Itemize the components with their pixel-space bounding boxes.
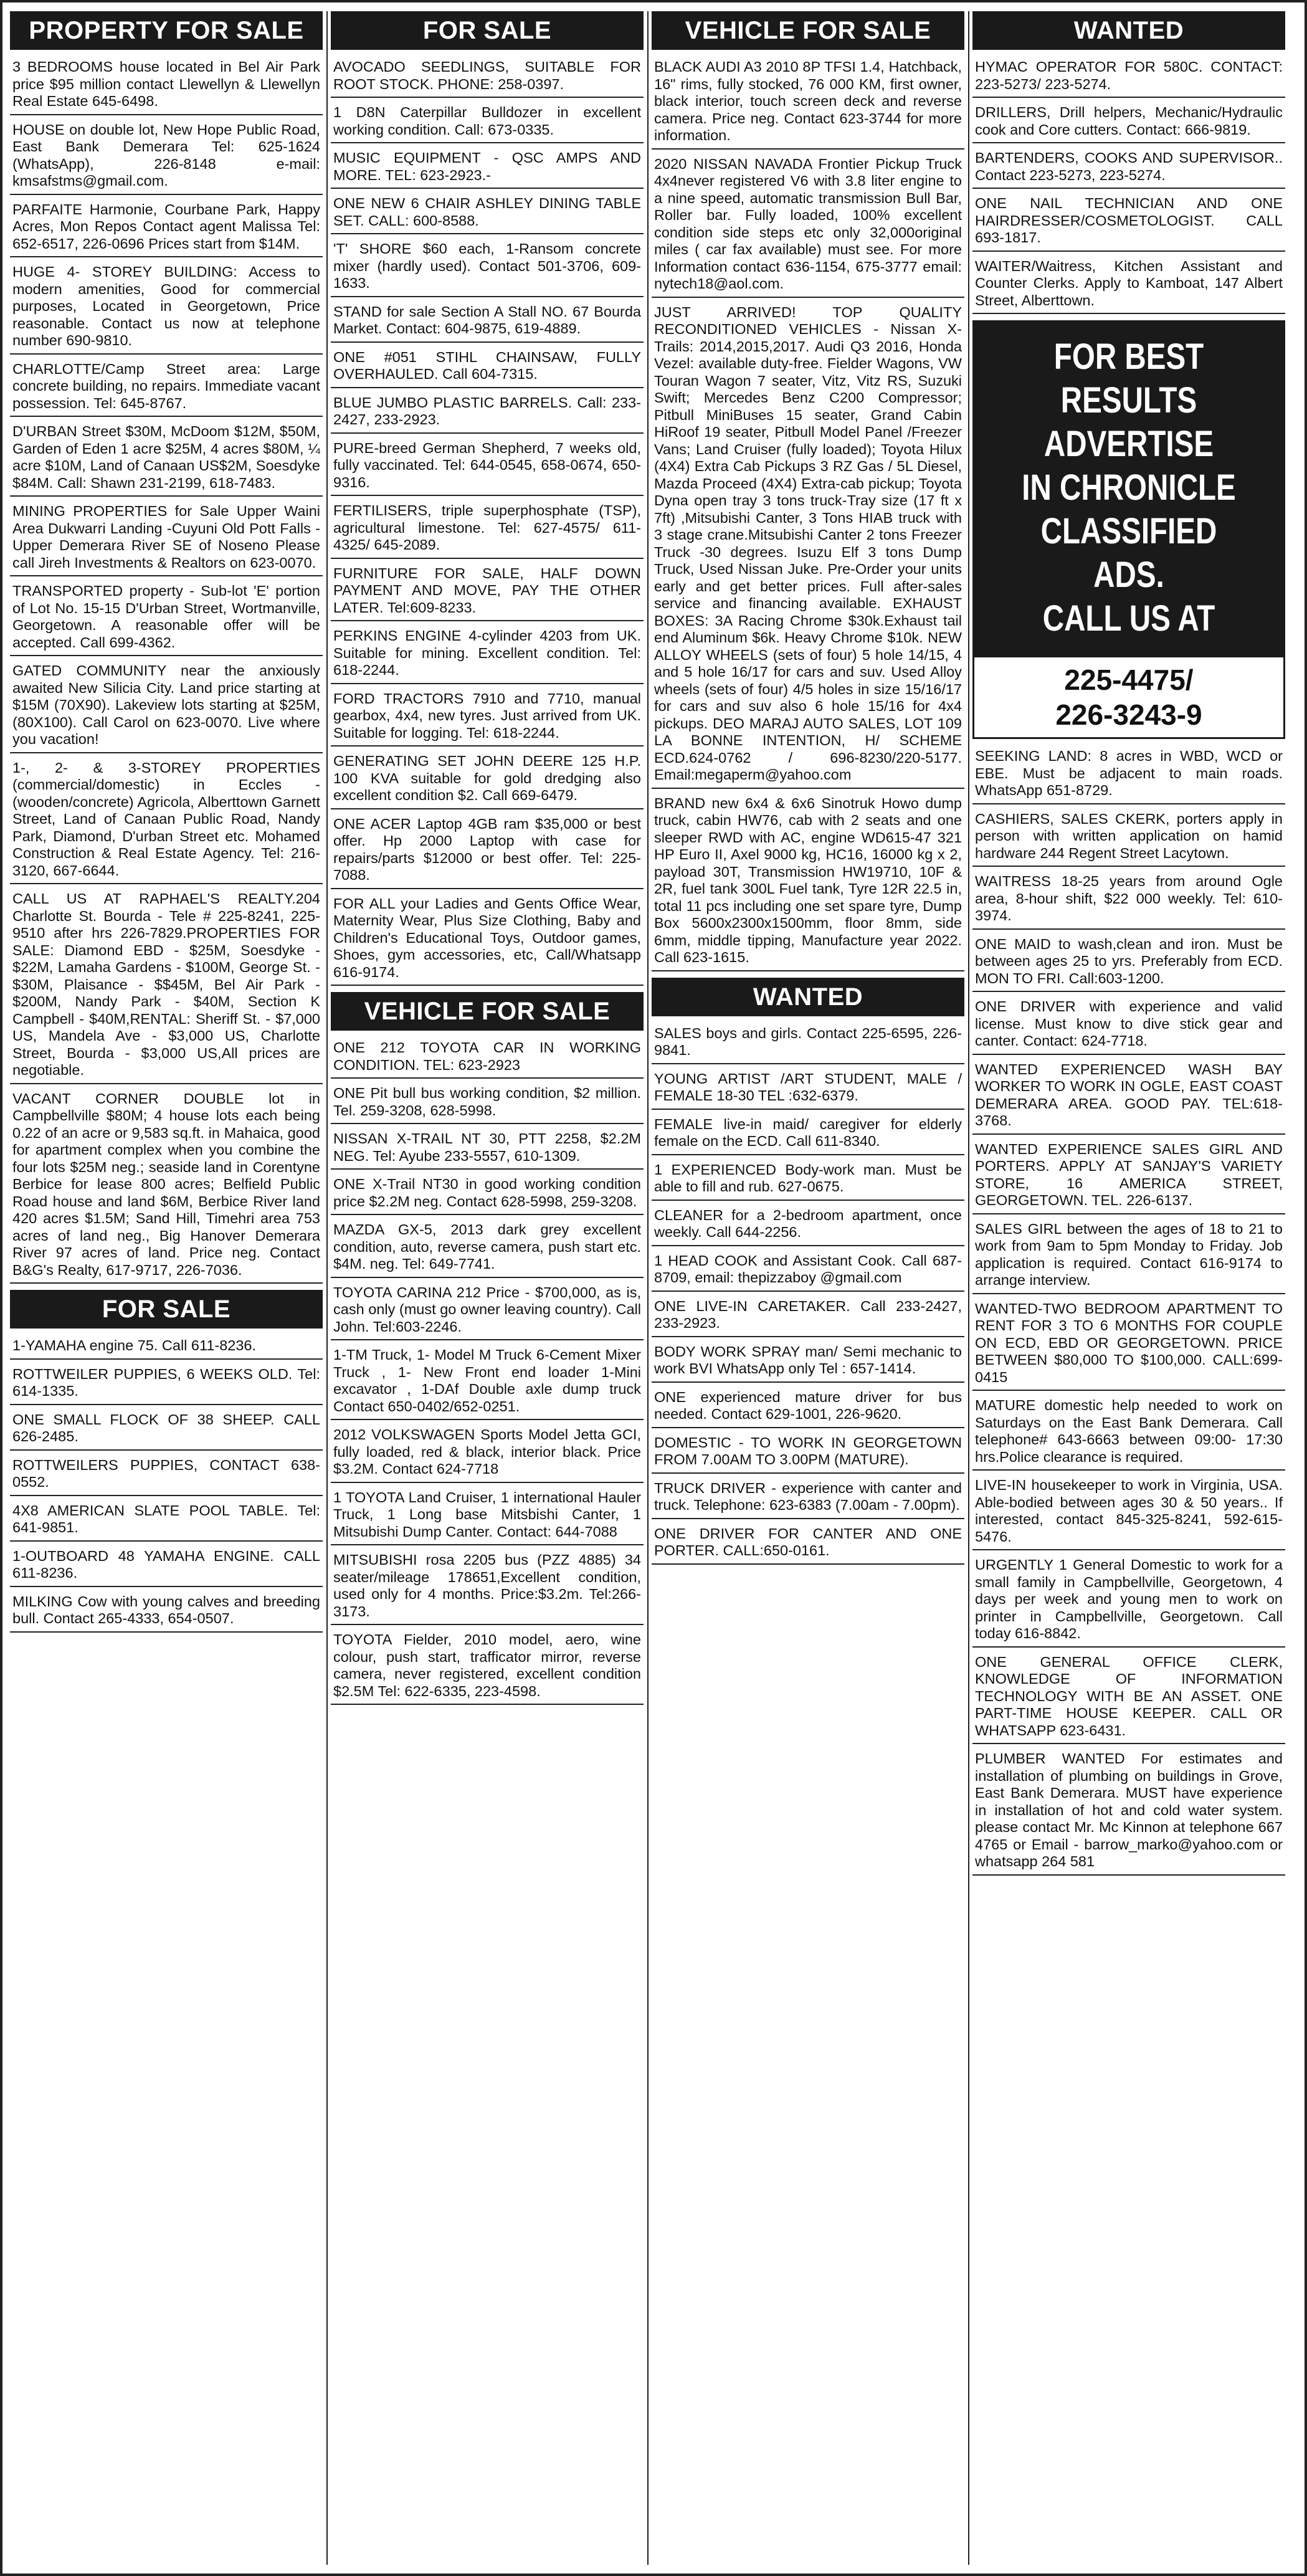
classified-ad: GATED COMMUNITY near the anxiously awaited New Silicia City. Land price starting at $15M (70X90). Lakeview lots starting at $25M, (80X100). Call Carol on 623-0070. Live where you vacation! — [10, 660, 323, 753]
classified-ad: ONE MAID to wash,clean and iron. Must be between ages 25 to yrs. Preferably from ECD. MON TO FRI. Call:603-1200. — [972, 933, 1285, 993]
classified-ad: 1-OUTBOARD 48 YAMAHA ENGINE. CALL 611-8236. — [10, 1545, 323, 1587]
classified-ad: ONE NAIL TECHNICIAN AND ONE HAIRDRESSER/COSMETOLOGIST. CALL 693-1817. — [972, 193, 1285, 252]
classified-ad: ONE DRIVER FOR CANTER AND ONE PORTER. CALL:650-0161. — [652, 1523, 964, 1565]
classified-ad: BLACK AUDI A3 2010 8P TFSI 1.4, Hatchback, 16" rims, fully stocked, 76 000 KM, first owner, black interior, touch screen deck and reverse camera. Price neg. Contact 623-3744 for more information. — [652, 56, 964, 150]
classified-ad: 1-YAMAHA engine 75. Call 611-8236. — [10, 1335, 323, 1360]
classified-ad: MILKING Cow with young calves and breeding bull. Contact 265-4333, 654-0507. — [10, 1591, 323, 1633]
column-divider — [647, 11, 649, 2565]
classified-ad: PERKINS ENGINE 4-cylinder 4203 from UK. Suitable for mining. Excellent condition. Tel: 618-2244. — [331, 625, 644, 684]
classified-ad: 'T' SHORE $60 each, 1-Ransom concrete mixer (hardly used). Contact 501-3706, 609-1633. — [331, 238, 644, 297]
classified-ad: ROTTWEILER PUPPIES, 6 WEEKS OLD. Tel: 614-1335. — [10, 1363, 323, 1405]
classified-ad: MATURE domestic help needed to work on Saturdays on the East Bank Demerara. Call telephone# 643-6663 between 09:00- 17:30 hrs.Police clearance is required. — [972, 1395, 1285, 1471]
classified-ad: JUST ARRIVED! TOP QUALITY RECONDITIONED VEHICLES - Nissan X-Trails: 2014,2015,2017. Audi Q3 2016, Honda Vezel: available duty-free. Fielder Wagons, VW Touran Wagon 7 seater, Vitz, Vitz RS, Suzuki Swift; Mercedes Benz C200 Compressor; Pitbull MiniBuses 15 seater, Grand Cabin HiRoof 19 seater, Pitbull Model Panel /Freezer Vans; Land Cruiser (fully loaded); Toyota Hilux (4X4) Extra Cab Pickups 3 RZ Gas / 5L Diesel, Mazda Proceed (4X4) Extra-cab pickup; Toyota Dyna open tray 3 tons truck-Tray size (17 ft x 7ft) ,Mitsubishi Canter, 3 Tons HIAB truck with 3 stage crane.Mitsubishi Canter 2 tons Freezer Truck -30 degrees. Isuzu Elf 3 tons Dump Truck, Used Nissan Juke. Pre-Order your units early and get better prices. Full after-sales service and financing available. EXHAUST BOXES: 3A Racing Chrome $30k.Exhaust tail end Aluminum $6k. Heavy Chrome $10k. NEW ALLOY WHEELS (sets of four) 5 hole 14/15, 4 and 5 hole 16/17 for cars and suv. Used Alloy wheels (sets of four) 4/5 holes in size 15/16/17 for cars and suv also 6 hole 15/16 for 4x4 pickups. DEO MARAJ AUTO SALES, LOT 109 LA BONNE INTENTION, H/ SCHEME ECD.624-0762 / 696-8230/220-5177. Email:megaperm@yahoo.com — [652, 302, 964, 789]
classified-ad: SALES GIRL between the ages of 18 to 21 to work from 9am to 5pm Monday to Friday. Job application is required. Contact 616-9174 to arrange interview. — [972, 1218, 1285, 1294]
classified-ad: ONE experienced mature driver for bus needed. Contact 629-1001, 226-9620. — [652, 1386, 964, 1428]
classified-ad: ONE Pit bull bus working condition, $2 million. Tel. 259-3208, 628-5998. — [331, 1082, 644, 1124]
classified-ad: TRUCK DRIVER - experience with canter and truck. Telephone: 623-6383 (7.00am - 7.00pm). — [652, 1477, 964, 1519]
classified-ad: ONE #051 STIHL CHAINSAW, FULLY OVERHAULED. Call 604-7315. — [331, 346, 644, 388]
classified-ad: ONE ACER Laptop 4GB ram $35,000 or best offer. Hp 2000 Laptop with case for repairs/parts $12000 or best offer. Tel: 225-7088. — [331, 813, 644, 889]
classified-ad: BARTENDERS, COOKS AND SUPERVISOR.. Contact 223-5273, 223-5274. — [972, 147, 1285, 189]
classified-ad: FERTILISERS, triple superphosphate (TSP), agricultural limestone. Tel: 627-4575/ 611-4325/ 645-2089. — [331, 500, 644, 559]
column-1 — [10, 11, 323, 2565]
classified-ad: 2012 VOLKSWAGEN Sports Model Jetta GCI, fully loaded, red & black, interior black. Price $3.2M. Contact 624-7718 — [331, 1424, 644, 1483]
classified-ad: HOUSE on double lot, New Hope Public Road, East Bank Demerara Tel: 625-1624 (WhatsApp), 226-8148 e-mail: kmsafstms@gmail.com. — [10, 119, 323, 195]
classified-ad: YOUNG ARTIST /ART STUDENT, MALE / FEMALE 18-30 TEL :632-6379. — [652, 1068, 964, 1110]
section-header: VEHICLE FOR SALE — [331, 992, 644, 1031]
section-header: WANTED — [972, 11, 1285, 50]
classified-ad: 1-TM Truck, 1- Model M Truck 6-Cement Mixer Truck , 1- New Front end loader 1-Mini excavator , 1-DAf Double axle dump truck Contact 650-0402/652-0251. — [331, 1344, 644, 1420]
classified-ad: PLUMBER WANTED For estimates and installation of plumbing on buildings in Grove, East Bank Demerara. MUST have experience in installation of hot and cold water system. please contact Mr. Mc Kinnon at telephone 667 4765 or Email - barrow_marko@yahoo.com or whatsapp 264 581 — [972, 1748, 1285, 1876]
classified-ad: BODY WORK SPRAY man/ Semi mechanic to work BVI WhatsApp only Tel : 657-1414. — [652, 1341, 964, 1383]
classified-ad: SEEKING LAND: 8 acres in WBD, WCD or EBE. Must be adjacent to main roads. WhatsApp 651-8729. — [972, 745, 1285, 804]
classified-ad: DOMESTIC - TO WORK IN GEORGETOWN FROM 7.00AM TO 3.00PM (MATURE). — [652, 1432, 964, 1474]
classified-ad: WANTED EXPERIENCED WASH BAY WORKER TO WORK IN OGLE, EAST COAST DEMERARA AREA. GOOD PAY. TEL:618-3768. — [972, 1059, 1285, 1135]
classified-ad: MAZDA GX-5, 2013 dark grey excellent condition, auto, reverse camera, push start etc. $4M. neg. Tel: 649-7741. — [331, 1219, 644, 1278]
column-4 — [972, 11, 1285, 2565]
classified-ad: 2020 NISSAN NAVADA Frontier Pickup Truck 4x4never registered V6 with 3.8 liter engine to a nine speed, automatic transmission Bull Bar, Roller bar. Fully loaded, 100% excellent condition side steps etc only 32,000original miles ( car fax available) must see. For more Information contact 636-1154, 675-3777 email: nytech18@aol.com. — [652, 153, 964, 298]
classified-ad: AVOCADO SEEDLINGS, SUITABLE FOR ROOT STOCK. PHONE: 258-0397. — [331, 56, 644, 98]
classified-ad: FORD TRACTORS 7910 and 7710, manual gearbox, 4x4, new tyres. Just arrived from UK. Suitable for logging. Tel: 618-2244. — [331, 688, 644, 747]
column-2 — [331, 11, 644, 2565]
classified-ad: D'URBAN Street $30M, McDoom $12M, $50M, Garden of Eden 1 acre $25M, 4 acres $80M, ¼ acre $10M, Land of Canaan US$2M, Soesdyke $84M. Call: Shawn 231-2199, 618-7483. — [10, 421, 323, 497]
classified-ad: ONE DRIVER with experience and valid license. Must know to dive stick gear and canter. Contact: 624-7718. — [972, 996, 1285, 1055]
classified-ad: ONE NEW 6 CHAIR ASHLEY DINING TABLE SET. CALL: 600-8588. — [331, 193, 644, 234]
section-header: WANTED — [652, 978, 964, 1016]
classified-ad: 3 BEDROOMS house located in Bel Air Park price $95 million contact Llewellyn & Llewellyn Real Estate 645-6498. — [10, 56, 323, 115]
section-header: FOR SALE — [10, 1290, 323, 1329]
classified-ad: CALL US AT RAPHAEL'S REALTY.204 Charlotte St. Bourda - Tele # 225-8241, 225-9510 after hrs 226-7829.PROPERTIES FOR SALE: Diamond EBD - $25M, Soesdyke - $22M, Lamaha Gardens - $100M, George St. - $30M, Plaisance - $$45M, Bel Air Park - $200M, Nandy Park - $40M, Section K Campbell - $40M,RENTAL: Sheriff St. - $7,000 US, Mandela Ave - $3,000 US, Charlotte Street, Bourda - $3,000 US,All prices are negotiable. — [10, 888, 323, 1084]
classified-ad: 1 EXPERIENCED Body-work man. Must be able to fill and rub. 627-0675. — [652, 1159, 964, 1201]
section-header: VEHICLE FOR SALE — [652, 11, 964, 50]
classified-ad: 1 HEAD COOK and Assistant Cook. Call 687-8709, email: thepizzaboy @gmail.com — [652, 1250, 964, 1292]
classified-ad: TRANSPORTED property - Sub-lot 'E' portion of Lot No. 15-15 D'Urban Street, Wortmanville, Georgetown. A reasonable offer will be accepted. Call 699-4362. — [10, 580, 323, 656]
classified-ad: 1 TOYOTA Land Cruiser, 1 international Hauler Truck, 1 Long base Mitsbishi Canter, 1 Mitsubishi Dump Canter. Contact: 644-7088 — [331, 1487, 644, 1546]
classified-ad: 4X8 AMERICAN SLATE POOL TABLE. Tel: 641-9851. — [10, 1500, 323, 1542]
promo-phone-numbers: 225-4475/ 226-3243-9 — [972, 656, 1285, 739]
classified-ad: MUSIC EQUIPMENT - QSC AMPS AND MORE. TEL: 623-2923.- — [331, 147, 644, 189]
classified-ad: MINING PROPERTIES for Sale Upper Waini Area Dukwarri Landing -Cuyuni Old Pott Falls - Upper Demerara River SE of Noseno Please call Jireh Investments & Realtors on 623-0070. — [10, 500, 323, 576]
classified-ad: FOR ALL your Ladies and Gents Office Wear, Maternity Wear, Plus Size Clothing, Baby and Children's Educational Toys, Outdoor games, Shoes, gym accessories, etc, Call/Whatsapp 616-9174. — [331, 893, 644, 986]
classified-ad: FURNITURE FOR SALE, HALF DOWN PAYMENT AND MOVE, PAY THE OTHER LATER. Tel:609-8233. — [331, 563, 644, 622]
classified-ad: CLEANER for a 2-bedroom apartment, once weekly. Call 644-2256. — [652, 1205, 964, 1246]
classified-ad: 1 D8N Caterpillar Bulldozer in excellent working condition. Call: 673-0335. — [331, 102, 644, 143]
promo-text: FOR BEST RESULTS ADVERTISE IN CHRONICLE CLASSIFIED ADS. CALL US AT — [1022, 336, 1236, 639]
classified-ad: MITSUBISHI rosa 2205 bus (PZZ 4885) 34 seater/mileage 178651,Excellent condition, used only for 4 months. Price:$3.2m. Tel:266-3173. — [331, 1549, 644, 1625]
classified-ad: ROTTWEILERS PUPPIES, CONTACT 638-0552. — [10, 1454, 323, 1496]
classified-ad: PARFAITE Harmonie, Courbane Park, Happy Acres, Mon Repos Contact agent Malissa Tel: 652-6517, 226-0696 Prices start from $14M. — [10, 199, 323, 258]
classified-ad: TOYOTA CARINA 212 Price - $700,000, as is, cash only (must go owner leaving country). Call John. Tel:603-2246. — [331, 1282, 644, 1341]
classified-ad: PURE-breed German Shepherd, 7 weeks old, fully vaccinated. Tel: 644-0545, 658-0674, 650-9316. — [331, 437, 644, 497]
classified-ad: FEMALE live-in maid/ caregiver for elderly female on the ECD. Call 611-8340. — [652, 1114, 964, 1155]
classified-ad: WAITRESS 18-25 years from around Ogle area, 8-hour shift, $22 000 weekly. Tel: 610-3974. — [972, 871, 1285, 930]
classified-ad: HUGE 4- STOREY BUILDING: Access to modern amenities, Good for commercial purposes, Located in Georgetown, Price reasonable. Contact us now at telephone number 690-9810. — [10, 261, 323, 355]
classified-ad: BRAND new 6x4 & 6x6 Sinotruk Howo dump truck, cabin HW76, cab with 2 seats and one sleeper RWD with AC, engine WD615-47 321 HP Euro II, Axel 9000 kg, HC16, 16000 kg x 2, payload 30T, Transmission HW19710, 10F & 2R, fuel tank 300L Fuel tank, Tyre 12R 22.5 in, total 11 pcs including one set spare tyre, Dump Box 5600x2300x1500mm, floor 8mm, side 6mm, middle tipping, Manufacture year 2022. Call 623-1615. — [652, 793, 964, 971]
classified-ad: NISSAN X-TRAIL NT 30, PTT 2258, $2.2M NEG. Tel: Ayube 233-5557, 610-1309. — [331, 1128, 644, 1170]
classified-ad: WAITER/Waitress, Kitchen Assistant and Counter Clerks. Apply to Kamboat, 147 Albert Street, Alberttown. — [972, 255, 1285, 315]
classified-ad: URGENTLY 1 General Domestic to work for a small family in Campbellville, Georgetown, 4 days per week and young men to work on printer in Campbellville, Georgetown. Call today 616-8842. — [972, 1554, 1285, 1648]
classified-ad: STAND for sale Section A Stall NO. 67 Bourda Market. Contact: 604-9875, 619-4889. — [331, 301, 644, 343]
classified-ad: ONE X-Trail NT30 in good working condition price $2.2M neg. Contact 628-5998, 259-3208. — [331, 1173, 644, 1215]
classified-ad: 1-, 2- & 3-STOREY PROPERTIES (commercial/domestic) in Eccles - (wooden/concrete) Agricola, Alberttown Garnett Street, Land of Canaan Public Road, Nandy Park, Diamond, D'urban Street etc. Mohamed Construction & Real Estate Agency. Tel: 216-3120, 667-6644. — [10, 757, 323, 885]
classified-ad: WANTED-TWO BEDROOM APARTMENT TO RENT FOR 3 TO 6 MONTHS FOR COUPLE ON ECD, EBD OR GEORGETOWN. PRICE BETWEEN $80,000 TO $100,000. CALL:699-0415 — [972, 1298, 1285, 1391]
advertise-promo-box — [972, 320, 1285, 656]
classified-ad: DRILLERS, Drill helpers, Mechanic/Hydraulic cook and Core cutters. Contact: 666-9819. — [972, 102, 1285, 143]
classified-ad: SALES boys and girls. Contact 225-6595, 226-9841. — [652, 1023, 964, 1064]
classified-ad: GENERATING SET JOHN DEERE 125 H.P. 100 KVA suitable for gold dredging also excellent condition $2. Call 669-6479. — [331, 750, 644, 809]
classified-ad: BLUE JUMBO PLASTIC BARRELS. Call: 233-2427, 233-2923. — [331, 392, 644, 434]
classified-ad: TOYOTA Fielder, 2010 model, aero, wine colour, push start, trafficator mirror, reverse camera, never registered, excellent condition $2.5M Tel: 622-6335, 223-4598. — [331, 1629, 644, 1705]
classified-ad: CHARLOTTE/Camp Street area: Large concrete building, no repairs. Immediate vacant possession. Tel: 645-8767. — [10, 358, 323, 417]
section-header: PROPERTY FOR SALE — [10, 11, 323, 50]
classified-ad: ONE GENERAL OFFICE CLERK, KNOWLEDGE OF INFORMATION TECHNOLOGY WITH BE AN ASSET. ONE PART-TIME HOUSE KEEPER. CALL OR WHATSAPP 623-6431. — [972, 1651, 1285, 1745]
classified-ad: CASHIERS, SALES CKERK, porters apply in person with written application on hamid hardware 244 Regent Street Lacytown. — [972, 808, 1285, 867]
classified-ad: HYMAC OPERATOR FOR 580C. CONTACT: 223-5273/ 223-5274. — [972, 56, 1285, 98]
classified-ad: VACANT CORNER DOUBLE lot in Campbellville $80M; 4 house lots each being 0.22 of an acre or 9,583 sq.ft. in Mahaica, good for apartment complex when you combine the four lots $25M neg.; seaside land in Corentyne Berbice for lease 800 acres; Belfield Public Road house and land $6M, Berbice River land 420 acres $1.5M; Sand Hill, Timehri area 753 acres of land neg., Big Hanover Demerara River 97 acres of land. Price neg. Contact B&G's Realty, 617-9717, 226-7036. — [10, 1088, 323, 1284]
classified-ad: ONE SMALL FLOCK OF 38 SHEEP. CALL 626-2485. — [10, 1409, 323, 1451]
column-divider — [968, 11, 969, 2565]
classified-ad: LIVE-IN housekeeper to work in Virginia, USA. Able-bodied between ages 30 & 50 years.. If interested, contact 845-325-8241, 592-615-5476. — [972, 1474, 1285, 1550]
section-header: FOR SALE — [331, 11, 644, 50]
column-3 — [652, 11, 964, 2565]
column-divider — [326, 11, 328, 2565]
classified-ad: ONE LIVE-IN CARETAKER. Call 233-2427, 233-2923. — [652, 1295, 964, 1337]
classified-ad: WANTED EXPERIENCE SALES GIRL AND PORTERS. APPLY AT SANJAY'S VARIETY STORE, 16 AMERICA STREET, GEORGETOWN. TEL. 226-6137. — [972, 1138, 1285, 1214]
classified-ad: ONE 212 TOYOTA CAR IN WORKING CONDITION. TEL: 623-2923 — [331, 1037, 644, 1079]
